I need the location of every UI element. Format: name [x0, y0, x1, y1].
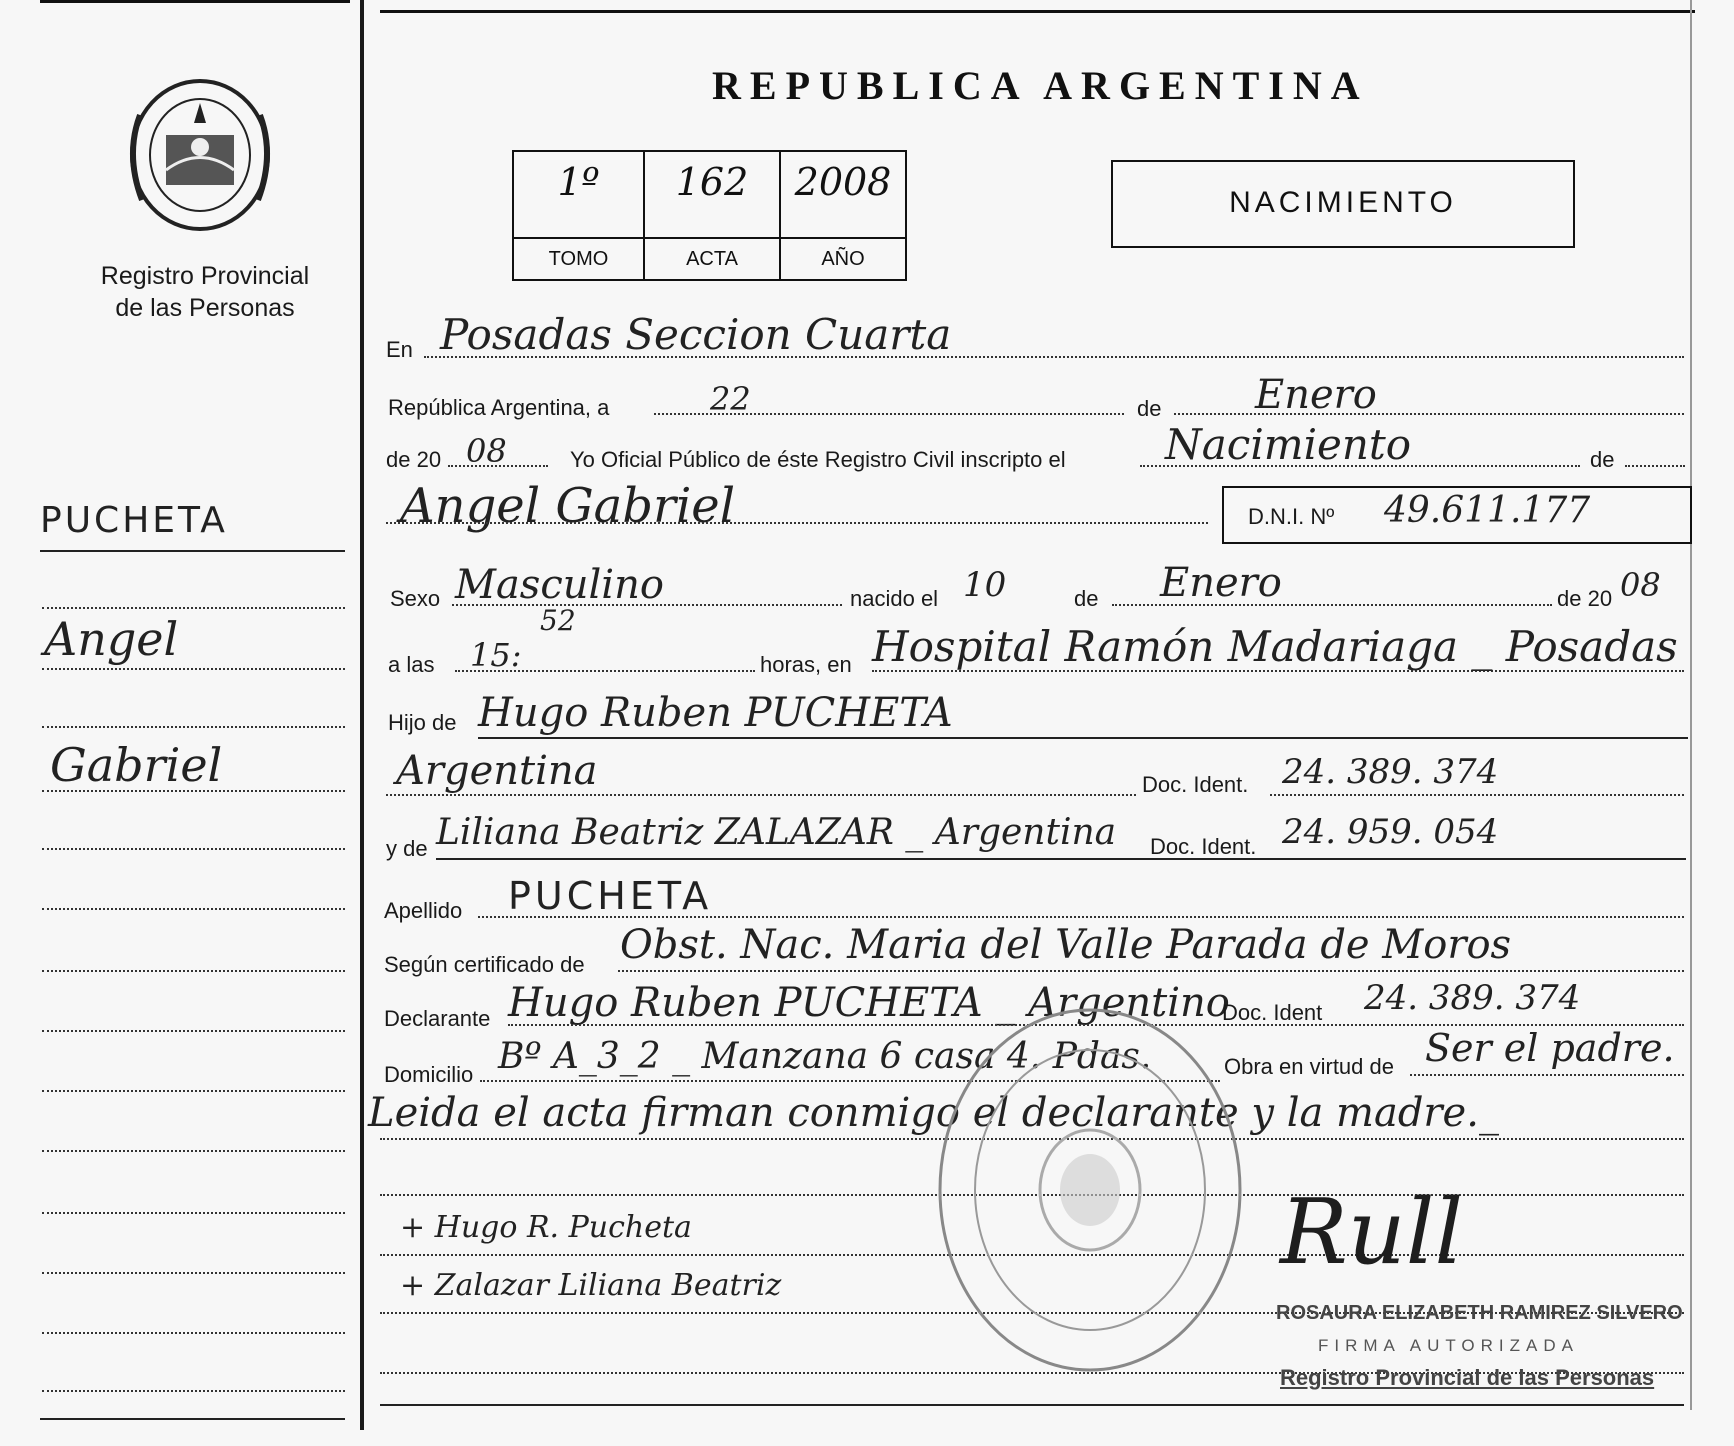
leida-value: Leida el acta firman conmigo el declarante y la madre._: [368, 1090, 1499, 1136]
acta-value: 162: [675, 160, 749, 204]
min-value: 52: [540, 604, 576, 637]
obra-line: [1410, 1074, 1684, 1076]
margin-line-5: [42, 848, 345, 850]
nacido-year: 08: [1620, 566, 1661, 604]
republica-label: República Argentina, a: [388, 395, 610, 420]
margin-line-10: [42, 1150, 345, 1152]
margin-line-12: [42, 1272, 345, 1274]
certificado-line: [618, 970, 1684, 972]
padre-nac-line: [386, 794, 1136, 796]
margin-line-13: [42, 1332, 345, 1334]
en-label: En: [386, 337, 413, 362]
margin-surname: PUCHETA: [40, 500, 228, 541]
de-label: de: [1137, 396, 1162, 421]
inscripto-value: Nacimiento: [1165, 420, 1412, 469]
doc-type-box: [1111, 160, 1575, 248]
top-rule-right: [380, 10, 1695, 13]
declarante-label: Declarante: [384, 1006, 491, 1031]
margin-name1: Angel: [44, 612, 179, 666]
official-org: Registro Provincial de las Personas: [1280, 1365, 1655, 1390]
anio-value: 2008: [794, 160, 892, 204]
doc-ident-label-2: Doc. Ident.: [1150, 834, 1257, 859]
official-signature: Rull: [1280, 1180, 1464, 1285]
doc-type: NACIMIENTO: [1229, 186, 1457, 219]
margin-line-8: [42, 1030, 345, 1032]
nacido-label: nacido el: [850, 586, 939, 611]
signature-father: + Hugo R. Pucheta: [400, 1210, 692, 1245]
registry-name-line2: de las Personas: [115, 294, 295, 322]
apellido-line: [478, 916, 1684, 918]
column-divider: [360, 0, 364, 1430]
padre-value: Hugo Ruben PUCHETA: [478, 690, 953, 736]
day-value: 22: [710, 380, 751, 418]
sexo-label: Sexo: [390, 586, 441, 611]
declarante-value: Hugo Ruben PUCHETA _ Argentino: [508, 980, 1230, 1026]
acta-label: ACTA: [645, 237, 779, 279]
anio-label: AÑO: [781, 237, 905, 279]
top-rule-left: [40, 0, 350, 3]
padre-nac-value: Argentina: [396, 748, 598, 794]
margin-bottom-line: [40, 1418, 345, 1420]
yde-label: y de: [386, 836, 428, 861]
margin-line-3: [42, 726, 345, 728]
de20-label: de 20: [1557, 586, 1613, 611]
madre-doc: 24. 959. 054: [1282, 812, 1499, 852]
sexo-value: Masculino: [455, 562, 664, 608]
margin-line-1: [42, 607, 345, 609]
official-title: FIRMA AUTORIZADA: [1318, 1336, 1579, 1355]
hora-value: 15:: [470, 636, 522, 674]
margin-line-11: [42, 1212, 345, 1214]
anio-cell: [779, 150, 907, 281]
year-prefix: de 20: [386, 447, 442, 472]
registry-seal: [120, 75, 280, 235]
margin-line-7: [42, 970, 345, 972]
tomo-cell: [512, 150, 645, 281]
en-value: Posadas Seccion Cuarta: [440, 310, 952, 359]
de-label-3: de: [1074, 586, 1099, 611]
de-label-2: de: [1590, 447, 1615, 472]
de-line-2: [1625, 465, 1685, 467]
dni-value: 49.611.177: [1384, 490, 1591, 531]
horas-en-label: horas, en: [760, 652, 852, 677]
apellido-value: PUCHETA: [508, 874, 713, 918]
madre-line: [436, 858, 1686, 860]
padre-doc: 24. 389. 374: [1282, 752, 1499, 792]
doc-ident-label: Doc. Ident.: [1142, 772, 1249, 797]
margin-line-2: [42, 668, 345, 670]
month-line: [1174, 413, 1684, 415]
official-name: ROSAURA ELIZABETH RAMIREZ SILVERO: [1276, 1302, 1683, 1324]
registry-name-line1: Registro Provincial: [100, 262, 310, 290]
domicilio-value: Bº A_3_2 _ Manzana 6 casa 4. Pdas.: [498, 1036, 1152, 1077]
tomo-label: TOMO: [514, 237, 643, 279]
alas-label: a las: [388, 652, 435, 677]
margin-line-6: [42, 908, 345, 910]
padre-doc-line: [1270, 794, 1684, 796]
margin-line-0: [40, 550, 345, 552]
padre-line: [478, 737, 1688, 739]
margin-line-9: [42, 1090, 345, 1092]
hora-line: [455, 670, 755, 672]
lugar-value: Hospital Ramón Madariaga _ Posadas: [872, 622, 1678, 671]
right-edge: [1690, 0, 1692, 1410]
doc-ident-label-3: Doc. Ident: [1222, 1000, 1323, 1025]
signature-mother: + Zalazar Liliana Beatriz: [400, 1268, 782, 1303]
nacido-month: Enero: [1160, 560, 1282, 606]
dni-label: D.N.I. Nº: [1248, 504, 1335, 529]
margin-line-14: [42, 1390, 345, 1392]
official-stamp: [930, 1000, 1250, 1380]
bottom-line: [380, 1404, 1684, 1406]
oficial-text: Yo Oficial Público de éste Registro Civil inscripto el: [570, 447, 1066, 472]
nombre-line: [386, 522, 1208, 524]
margin-line-4: [42, 790, 345, 792]
certificado-label: Según certificado de: [384, 952, 585, 977]
dni-box: [1222, 486, 1692, 544]
certificado-value: Obst. Nac. Maria del Valle Parada de Moros: [620, 922, 1512, 968]
madre-value: Liliana Beatriz ZALAZAR _ Argentina: [436, 812, 1117, 853]
domicilio-label: Domicilio: [384, 1062, 474, 1087]
margin-name2: Gabriel: [50, 738, 223, 792]
acta-cell: [643, 150, 781, 281]
obra-label: Obra en virtud de: [1224, 1054, 1394, 1079]
obra-value: Ser el padre.: [1425, 1026, 1675, 1070]
declarante-doc: 24. 389. 374: [1364, 978, 1581, 1018]
year-value: 08: [466, 432, 507, 470]
month-value: Enero: [1255, 372, 1377, 418]
page-title: REPUBLICA ARGENTINA: [712, 63, 1369, 108]
apellido-label: Apellido: [384, 898, 463, 923]
nombre-value: Angel Gabriel: [400, 478, 736, 534]
hijo-label: Hijo de: [388, 710, 457, 735]
tomo-value: 1º: [557, 160, 600, 204]
nacido-day: 10: [963, 565, 1007, 605]
